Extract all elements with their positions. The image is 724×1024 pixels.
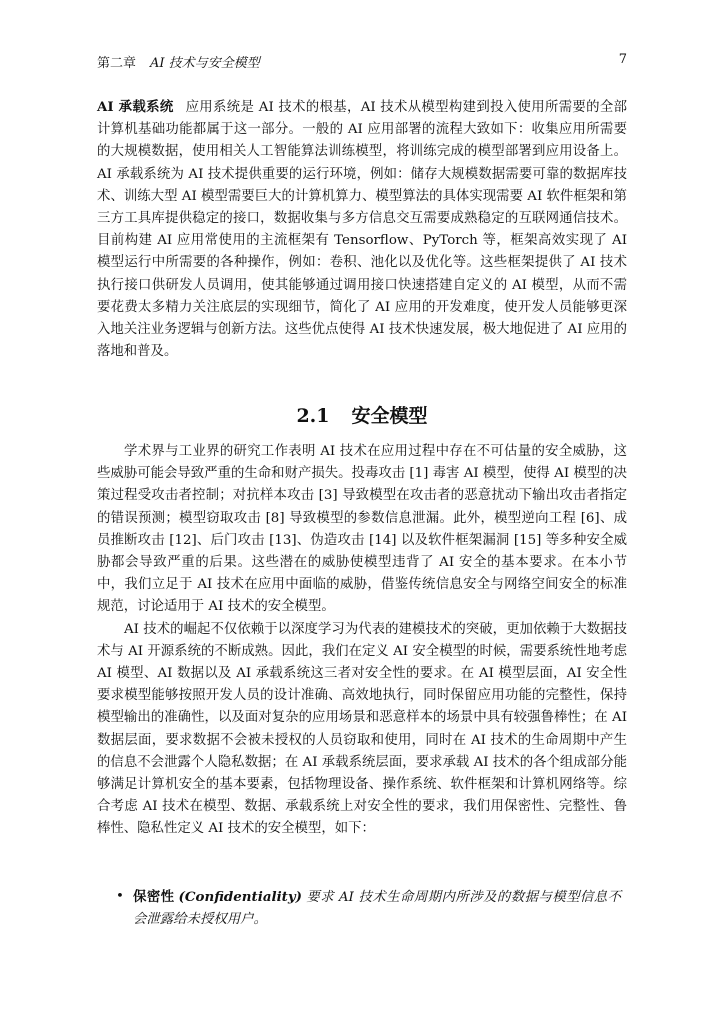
paragraph-text: 应用系统是 AI 技术的根基，AI 技术从模型构建到投入使用所需要的全部计算机基础功能都属于这一部分。一般的 AI 应用部署的流程大致如下：收集应用所需要的大规模数据，使用相关人工智能算法训练模型，将训练完成的模型部署到应用设备上。AI 承载系统为 AI 技术提供重要的运行环境，例如：储存大规模数据需要可靠的数据库技术、训练大型 AI 模型需要巨大的计算机算力、模型算法的具体实现需要 AI 软件框架和第三方工具库提供稳定的接口，数据收集与多方信息交互需要成熟稳定的互联网通信技术。目前构建 AI 应用常使用的主流框架有 Tensorflow、PyTorch 等，框架高效实现了 AI 模型运行中所需要的各种操作，例如：卷积、池化以及优化等。这些框架提供了 AI 技术执行接口供研发人员调用，使其能够通过调用接口快速搭建自定义的 AI 模型，从而不需要花费太多精力关注底层的实现细节，简化了 AI 应用的开发难度，使开发人员能够更深入地关注业务逻辑与创新方法。这些优点使得 AI 技术快速发展，极大地促进了 AI 应用的落地和普及。 [97, 100, 627, 360]
section-body [97, 441, 627, 841]
running-header [97, 52, 627, 72]
chapter-label: 第二章 [97, 56, 137, 71]
paragraph-lead-term: AI 承载系统 [97, 99, 174, 115]
bullet-icon: • [116, 889, 124, 904]
bullet-term: 保密性 [133, 889, 175, 905]
paragraph-carrier-system [97, 96, 627, 363]
paragraph-rise: AI 技术的崛起不仅依赖于以深度学习为代表的建模技术的突破，更加依赖于大数据技术与 AI 开源系统的不断成熟。因此，我们在定义 AI 安全模型的时候，需要系统性地考虑 AI 模型、AI 数据以及 AI 承载系统这三者对安全性的要求。在 AI 模型层面，AI 安全性要求模型能够按照开发人员的设计准确、高效地执行，同时保留应用功能的完整性，保持模型输出的准确性，以及面对复杂的应用场景和恶意样本的场景中具有较强鲁棒性；在 AI 数据层面，要求数据不会被未授权的人员窃取和使用，同时在 AI 技术的生命周期中产生的信息不会泄露个人隐私数据；在 AI 承载系统层面，要求承载 AI 技术的各个组成部分能够满足计算机安全的基本要素，包括物理设备、操作系统、软件框架和计算机网络等。综合考虑 AI 技术在模型、数据、承载系统上对安全性的要求，我们用保密性、完整性、鲁棒性、隐私性定义 AI 技术的安全模型，如下： [97, 621, 627, 837]
section-title: 安全模型 [351, 405, 428, 427]
list-item [97, 886, 627, 931]
intro-section [97, 96, 627, 363]
header-left [97, 52, 260, 71]
bullet-english-term: (Confidentiality) [178, 889, 302, 905]
security-properties-list [97, 886, 627, 931]
section-number: 2.1 [296, 405, 330, 427]
section-heading-block [97, 401, 627, 428]
chapter-title: AI 技术与安全模型 [150, 56, 260, 71]
bullet-description: 要求 AI 技术生命周期内所涉及的数据与模型信息不会泄露给未授权用户。 [133, 890, 621, 927]
paragraph-threats: 学术界与工业界的研究工作表明 AI 技术在应用过程中存在不可估量的安全威胁，这些威胁可能会导致严重的生命和财产损失。投毒攻击 [1] 毒害 AI 模型，使得 AI 模型的决策过程受攻击者控制；对抗样本攻击 [3] 导致模型在攻击者的恶意扰动下输出攻击者指定的错误预测；模型窃取攻击 [8] 导致模型的参数信息泄漏。此外，模型逆向工程 [6]、成员推断攻击 [12]、后门攻击 [13]、伪造攻击 [14] 以及软件框架漏洞 [15] 等多种安全威胁都会导致严重的后果。这些潜在的威胁使模型违背了 AI 安全的基本要求。在本小节中，我们立足于 AI 技术在应用中面临的威胁，借鉴传统信息安全与网络空间安全的标准规范，讨论适用于 AI 技术的安全模型。 [97, 444, 627, 615]
page-number: 7 [618, 52, 627, 67]
section-heading [97, 401, 627, 428]
